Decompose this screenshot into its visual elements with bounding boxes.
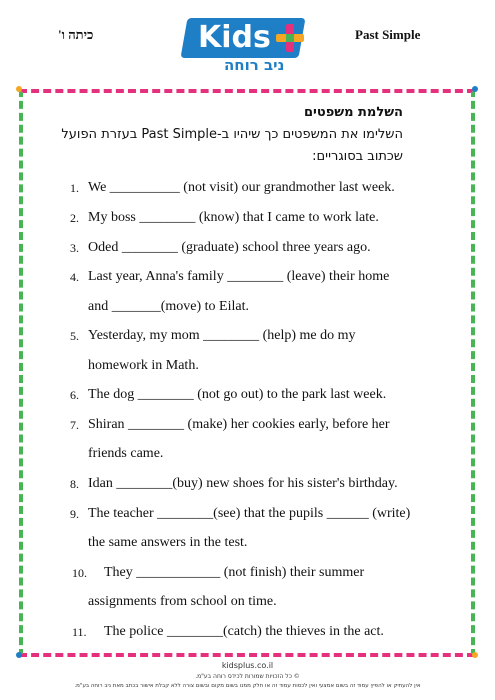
- sentence-line: The police ________(catch) the thieves in the act.: [104, 624, 384, 639]
- frame-corner-dot: [16, 86, 22, 92]
- item-number: 8.: [70, 477, 79, 491]
- sentence-line: My boss ________ (know) that I came to work late.: [88, 210, 379, 225]
- item-number: 7.: [70, 418, 79, 432]
- kids-logo: [184, 18, 312, 74]
- footer-copyright: © כל הזכויות שמורות לכידס רוחה בע"מ.: [195, 673, 300, 680]
- sentence-line: We __________ (not visit) our grandmother last week.: [88, 180, 395, 195]
- instructions-line-2: שכתוב בסוגריים:: [312, 149, 403, 164]
- frame-corner-dot: [472, 652, 478, 658]
- footer-disclaimer: אין להעתיק או להפיץ עמוד זה בשום אמצעי ואין לכסות עמוד זה או חלק ממנו בשום מקום ובשום צורה ללא קבלת אישור בכתב מאת ניב רוחה בע"מ.: [74, 683, 421, 689]
- sentence-line: The teacher ________(see) that the pupils ______ (write): [88, 506, 411, 521]
- sentence-line: assignments from school on time.: [88, 594, 277, 609]
- logo-subtext: ניב רוחה: [224, 56, 285, 74]
- sentence-line: the same answers in the test.: [88, 535, 248, 550]
- sentence-line: They ____________ (not finish) their summer: [104, 565, 365, 580]
- item-number: 9.: [70, 507, 79, 521]
- sentence-line: Yesterday, my mom ________ (help) me do my: [88, 328, 356, 343]
- sentence-line: Shiran ________ (make) her cookies early, before her: [88, 417, 390, 432]
- frame-corner-dot: [16, 652, 22, 658]
- exercise-title: השלמת משפטים: [304, 105, 403, 120]
- item-number: 2.: [70, 211, 79, 225]
- instructions-line-1: השלימו את המשפטים כך שיהיו ב-Past Simple בעזרת הפועל: [61, 127, 403, 142]
- sentence-line: homework in Math.: [88, 358, 199, 373]
- sentence-line: Last year, Anna's family ________ (leave) their home: [88, 269, 390, 284]
- sentence-line: friends came.: [88, 446, 164, 461]
- sentence-line: Idan ________(buy) new shoes for his sister's birthday.: [88, 476, 398, 491]
- item-number: 5.: [70, 329, 79, 343]
- item-number: 1.: [70, 181, 79, 195]
- item-number: 11.: [72, 625, 87, 639]
- plus-icon: [276, 24, 304, 52]
- logo-text: Kids: [198, 20, 271, 55]
- sentence-line: and _______(move) to Eilat.: [88, 299, 249, 314]
- frame-corner-dot: [472, 86, 478, 92]
- item-number: 10.: [72, 566, 87, 580]
- item-number: 6.: [70, 388, 79, 402]
- item-number: 4.: [70, 270, 79, 284]
- item-number: 3.: [70, 241, 79, 255]
- sentence-line: The dog ________ (not go out) to the park last week.: [88, 387, 387, 402]
- header-topic: Past Simple: [355, 27, 421, 42]
- sentence-line: Oded ________ (graduate) school three years ago.: [88, 240, 371, 255]
- footer-site: kidsplus.co.il: [221, 661, 274, 670]
- header-grade: כיתה ו': [58, 27, 94, 42]
